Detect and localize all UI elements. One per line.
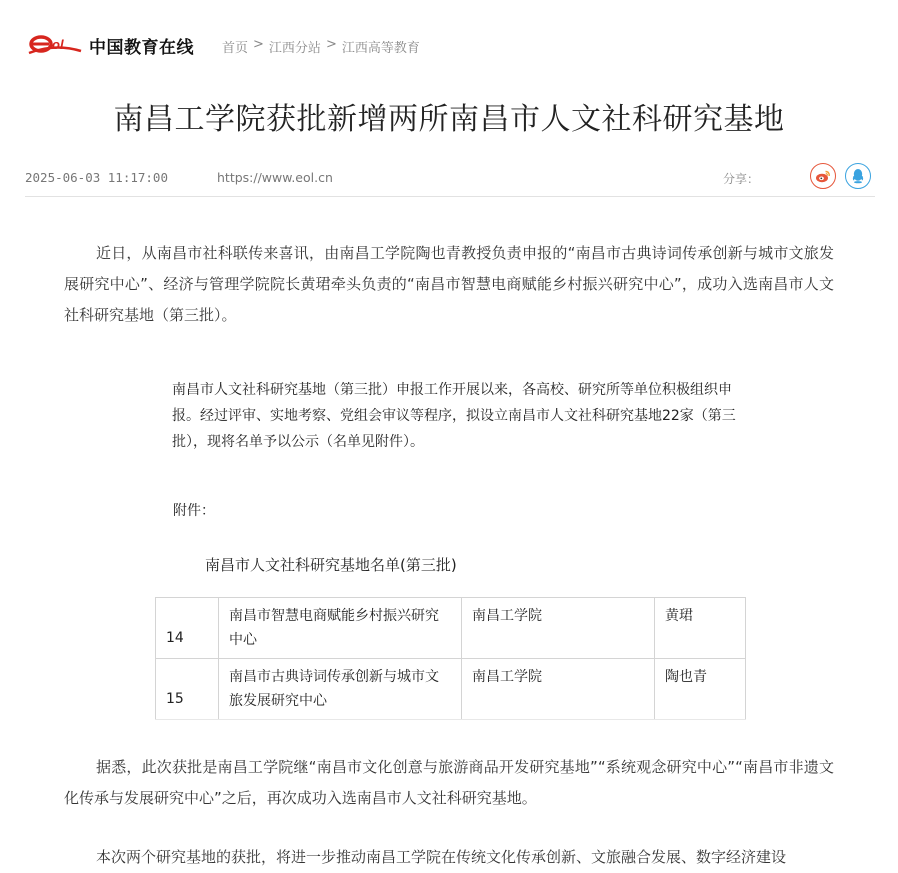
breadcrumb: [222, 37, 420, 56]
table-row: [156, 598, 746, 659]
row-number: 15: [156, 659, 219, 720]
svg-text:ol: ol: [52, 37, 64, 52]
research-base-table: [155, 597, 746, 720]
article-paragraph: 近日，从南昌市社科联传来喜讯，由南昌工学院陶也青教授负责申报的“南昌市古典诗词传承创新与城市文旅发展研究中心”、经济与管理学院院长黄珺牵头负责的“南昌市智慧电商赋能乡村振兴研究中心”，成功入选南昌市人文社科研究基地（第三批）。: [64, 244, 834, 324]
base-unit: 南昌工学院: [462, 598, 655, 659]
share-label: 分享：: [723, 172, 760, 186]
share-qq-button[interactable]: [845, 163, 871, 189]
breadcrumb-jiangxi[interactable]: 江西分站: [268, 41, 321, 56]
breadcrumb-higher-education[interactable]: 江西高等教育: [341, 41, 420, 56]
breadcrumb-separator: >: [253, 37, 264, 52]
share-weibo-button[interactable]: [810, 163, 836, 189]
breadcrumb-separator: >: [325, 37, 337, 52]
source-link[interactable]: https://www.eol.cn: [217, 170, 333, 185]
base-name: 南昌市智慧电商赋能乡村振兴研究中心: [219, 598, 462, 659]
row-number: 14: [156, 598, 219, 659]
article-title: 南昌工学院获批新增两所南昌市人文社科研究基地: [113, 102, 785, 137]
base-unit: 南昌工学院: [462, 659, 655, 720]
site-logo[interactable]: [27, 30, 207, 60]
article-paragraph: 据悉，此次获批是南昌工学院继“南昌市文化创意与旅游商品开发研究基地”“系统观念研究中心”“南昌市非遗文化传承与发展研究中心”之后，再次成功入选南昌市人文社科研究基地。: [64, 758, 834, 807]
logo-text: 中国教育在线: [89, 37, 194, 58]
article-meta: [25, 162, 875, 197]
base-leader: 黄珺: [655, 598, 746, 659]
breadcrumb-home[interactable]: 首页: [222, 41, 249, 56]
weibo-icon: [815, 169, 831, 183]
article-paragraph: 本次两个研究基地的获批，将进一步推动南昌工学院在传统文化传承创新、文旅融合发展、数字经济建设: [96, 848, 787, 866]
list-title: 南昌市人文社科研究基地名单(第三批): [205, 556, 457, 574]
eol-logo-icon: [27, 31, 83, 59]
notice-image-text: 南昌市人文社科研究基地（第三批）申报工作开展以来，各高校、研究所等单位积极组织申报。经过评审、实地考察、党组会审议等程序，拟设立南昌市人文社科研究基地22家（第三批），现将名单予以公示（名单见附件）。: [172, 382, 736, 450]
qq-icon: [851, 168, 865, 184]
table-row: [156, 659, 746, 720]
annex-label: 附件：: [173, 503, 215, 519]
publish-date: 2025-06-03 11:17:00: [25, 170, 168, 185]
base-name: 南昌市古典诗词传承创新与城市文旅发展研究中心: [219, 659, 462, 720]
site-header: [0, 0, 898, 90]
base-leader: 陶也青: [655, 659, 746, 720]
